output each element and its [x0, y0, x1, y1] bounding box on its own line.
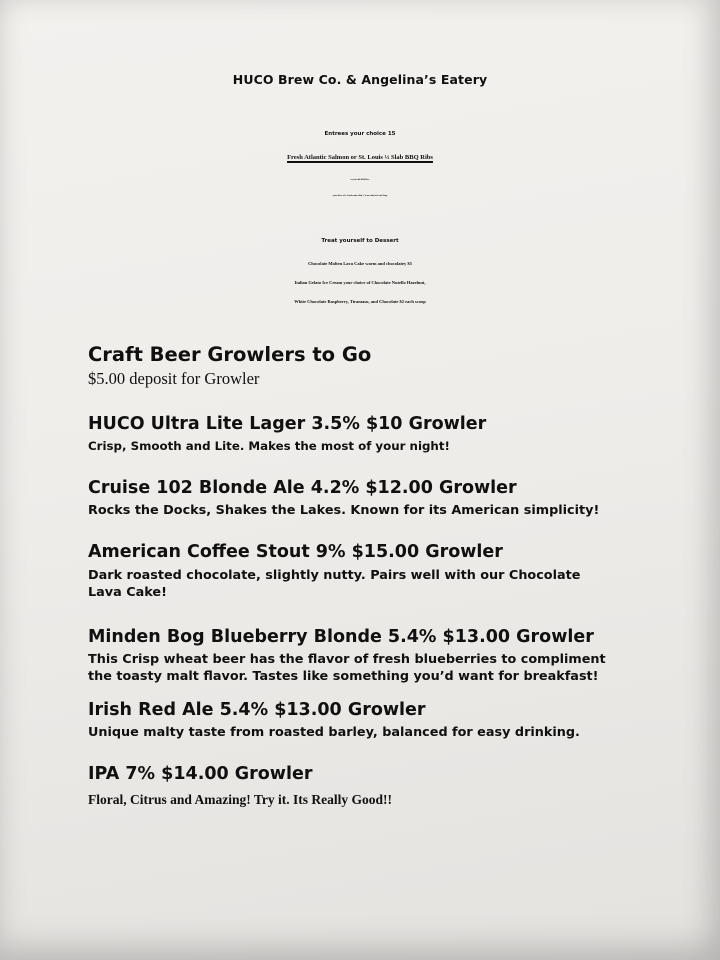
dessert-line-2: Italian Gelato Ice Cream your choice of Chocolate Nutello Hazelnut, — [294, 280, 426, 285]
dessert-heading: Treat yourself to Dessert — [321, 238, 399, 244]
beer-name: Minden Bog Blueberry Blonde 5.4% $13.00 Growler — [88, 627, 594, 647]
growlers-heading: Craft Beer Growlers to Go — [88, 343, 372, 366]
beer-description: Crisp, Smooth and Lite. Makes the most of your night! — [88, 439, 450, 453]
beer-name: IPA 7% $14.00 Growler — [88, 764, 313, 784]
beer-name: Irish Red Ale 5.4% $13.00 Growler — [88, 700, 426, 720]
entrees-options: Fresh Atlantic Salmon or St. Louis ½ Slab BBQ Ribs — [287, 154, 433, 161]
dessert-line-1: Chocolate Molten Lava Cake warm and chocolatey $5 — [308, 261, 412, 266]
beer-name: American Coffee Stout 9% $15.00 Growler — [88, 542, 503, 562]
growler-deposit: $5.00 deposit for Growler — [88, 369, 260, 388]
beer-description: Dark roasted chocolate, slightly nutty. Pairs well with our Chocolate — [88, 568, 581, 583]
dessert-line-3: White Chocolate Raspberry, Tiramasu, and Chocolate $2 each scoop — [294, 299, 426, 304]
beer-description: Rocks the Docks, Shakes the Lakes. Known for its American simplicity! — [88, 503, 600, 518]
beer-description: Lava Cake! — [88, 585, 167, 600]
beer-name: HUCO Ultra Lite Lager 3.5% $10 Growler — [88, 414, 487, 434]
beer-description: Unique malty taste from roasted barley, balanced for easy drinking. — [88, 725, 580, 740]
menu-title: HUCO Brew Co. & Angelina’s Eatery — [232, 72, 488, 87]
entrees-sides: your choice of a Garden mix salad , Caesar salad or Lentil Soup — [332, 195, 388, 197]
entrees-heading: Entrees your choice 15 — [324, 131, 396, 137]
beer-name: Cruise 102 Blonde Ale 4.2% $12.00 Growler — [88, 478, 517, 498]
beer-description: Floral, Citrus and Amazing! Try it. Its Really Good!! — [88, 792, 392, 807]
beer-description: This Crisp wheat beer has the flavor of fresh blueberries to compliment — [88, 652, 606, 667]
beer-description: the toasty malt flavor. Tastes like something you’d want for breakfast! — [88, 669, 599, 684]
entrees-served: served with Wild Rice, — [350, 179, 370, 181]
